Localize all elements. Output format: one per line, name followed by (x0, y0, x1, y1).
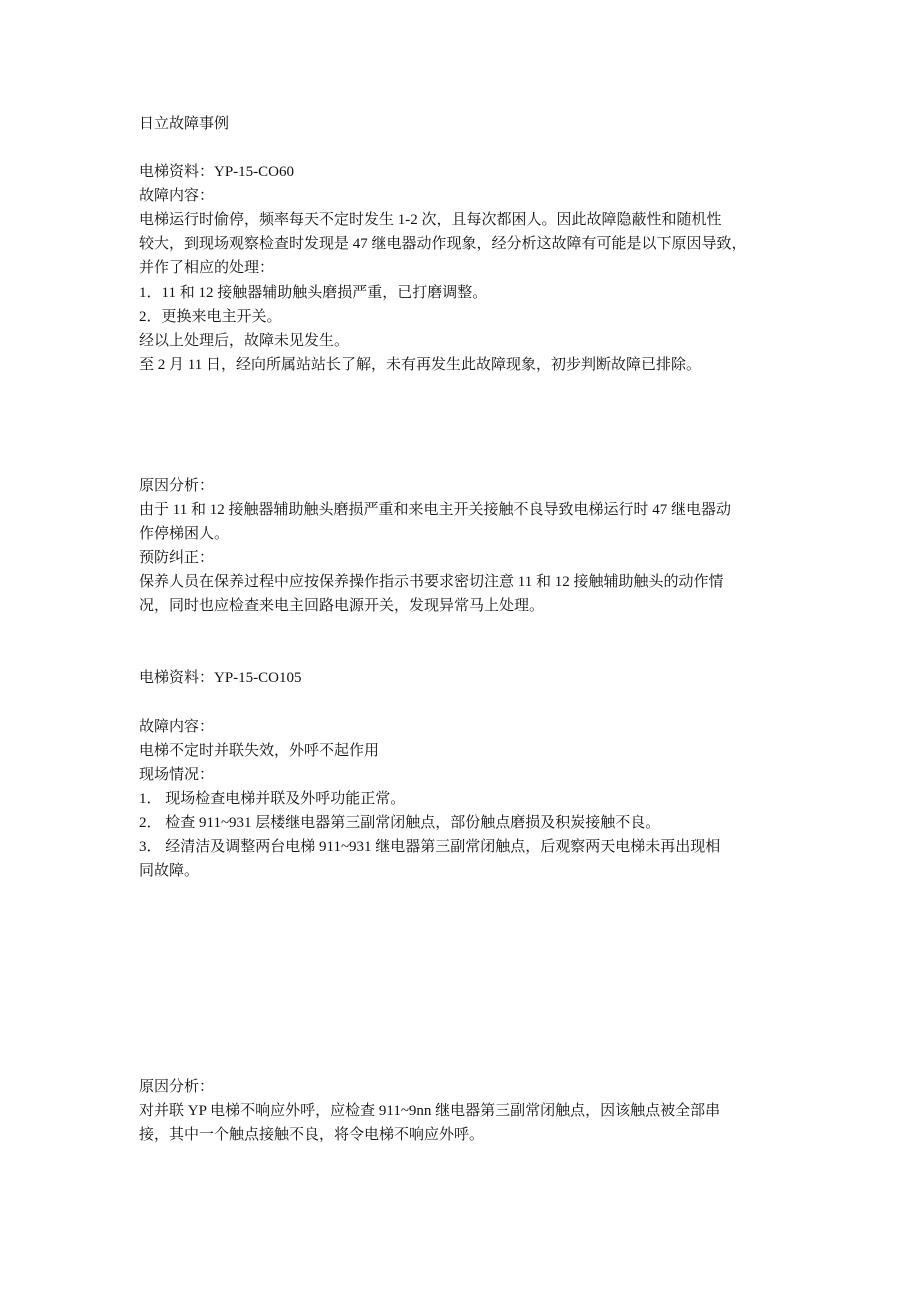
case2-cause-line2: 接，其中一个触点接触不良，将令电梯不响应外呼。 (139, 1127, 485, 1143)
case1-prevent-line2: 况，同时也应检查来电主回路电源开关，发现异常马上处理。 (139, 598, 545, 614)
case2-item-2: 2． 检查 911~931 层楼继电器第三副常闭触点，部份触点磨损及积炭接触不良。 (139, 815, 661, 831)
case1-fault-text-line1: 电梯运行时偷停，频率每天不定时发生 1-2 次，且每次都困人。因此故障隐蔽性和随机性 (139, 212, 722, 228)
case1-item-2: 2．更换来电主开关。 (139, 309, 282, 325)
case2-item-1: 1． 现场检查电梯并联及外呼功能正常。 (139, 791, 406, 807)
case1-followup: 至 2 月 11 日，经向所属站站长了解，未有再发生此故障现象，初步判断故障已排除。 (139, 357, 701, 373)
case1-cause-line1: 由于 11 和 12 接触器辅助触头磨损严重和来电主开关接触不良导致电梯运行时 47 继电器动 (139, 502, 731, 518)
case1-cause-heading: 原因分析： (139, 478, 215, 494)
case2-item-3-line2: 同故障。 (139, 863, 200, 879)
case1-prevent-heading: 预防纠正： (139, 550, 215, 566)
case1-cause-line2: 作停梯困人。 (139, 526, 230, 542)
case1-fault-heading: 故障内容： (139, 188, 215, 204)
case2-cause-heading: 原因分析： (139, 1079, 215, 1095)
case1-fault-text-line3: 并作了相应的处理： (139, 260, 275, 276)
case1-elevator-info: 电梯资料：YP-15-CO60 (139, 164, 295, 180)
case2-item-3-line1: 3． 经清洁及调整两台电梯 911~931 继电器第三副常闭触点，后观察两天电梯未再出现相 (139, 839, 721, 855)
case1-item-1: 1．11 和 12 接触器辅助触头磨损严重，已打磨调整。 (139, 285, 488, 301)
case2-cause-line1: 对并联 YP 电梯不响应外呼，应检查 911~9nn 继电器第三副常闭触点，因该触点被全部串 (139, 1103, 721, 1119)
case2-fault-text: 电梯不定时并联失效，外呼不起作用 (139, 743, 380, 759)
case2-fault-heading: 故障内容： (139, 719, 215, 735)
case2-site-heading: 现场情况： (139, 767, 215, 783)
case1-after-treatment: 经以上处理后，故障未见发生。 (139, 333, 350, 349)
case1-prevent-line1: 保养人员在保养过程中应按保养操作指示书要求密切注意 11 和 12 接触辅助触头的动作情 (139, 574, 724, 590)
case2-elevator-info: 电梯资料：YP-15-CO105 (139, 670, 302, 686)
case1-fault-text-line2: 较大，到现场观察检查时发现是 47 继电器动作现象，经分析这故障有可能是以下原因导致， (139, 236, 747, 252)
document-title: 日立故障事例 (139, 116, 230, 132)
